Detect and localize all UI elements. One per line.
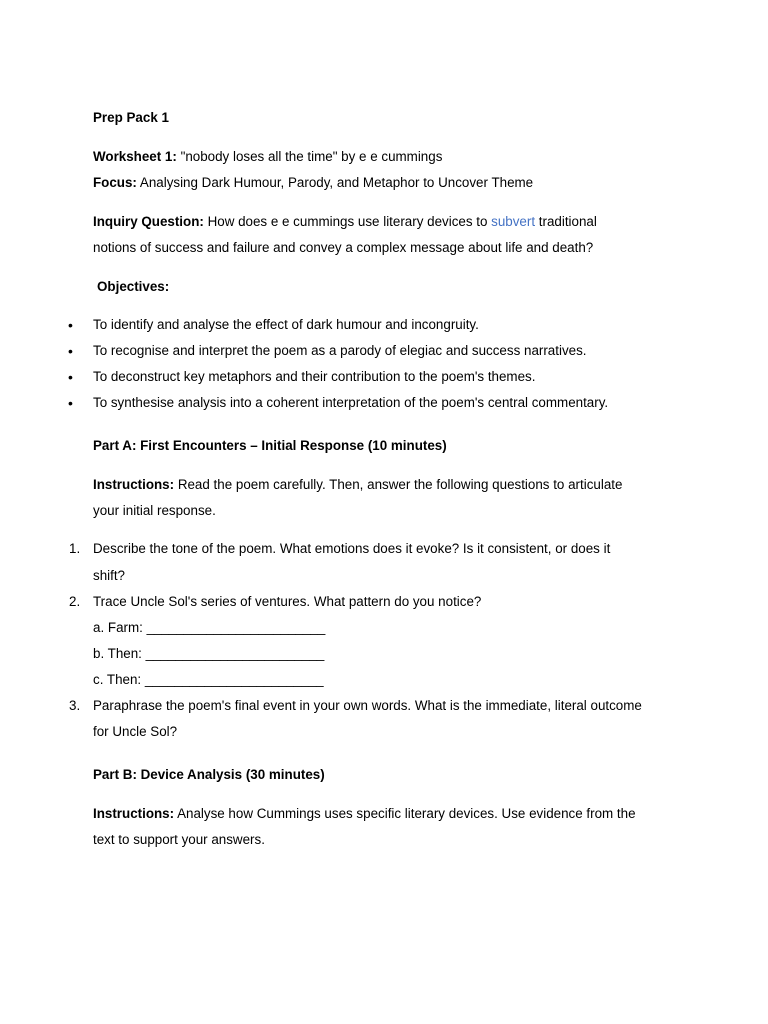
- objective-item: To synthesise analysis into a coherent interpretation of the poem's central commentary.: [93, 395, 609, 410]
- part-b-instructions-line-2: text to support your answers.: [93, 832, 265, 847]
- question-2-sub-c: c. Then: ________________________: [93, 672, 324, 687]
- part-a-instructions-label: Instructions:: [93, 477, 175, 492]
- part-b-instructions-text: Analyse how Cummings uses specific literary devices. Use evidence from the: [174, 806, 636, 821]
- objective-item: To deconstruct key metaphors and their contribution to the poem's themes.: [93, 369, 536, 384]
- focus-label: Focus:: [93, 175, 137, 190]
- inquiry-line-1: [93, 213, 597, 231]
- focus-value: Analysing Dark Humour, Parody, and Metaphor to Uncover Theme: [136, 175, 534, 190]
- question-1-line-1: Describe the tone of the poem. What emotions does it evoke? Is it consistent, or does it: [93, 541, 611, 556]
- bullet-icon: •: [68, 343, 73, 359]
- bullet-icon: •: [68, 369, 73, 385]
- question-number: 2.: [69, 594, 81, 609]
- worksheet-label: Worksheet 1:: [93, 149, 177, 164]
- question-2-sub-b: b. Then: ________________________: [93, 646, 325, 661]
- part-a-instructions-line-1: [93, 476, 622, 494]
- part-b-instructions-line-1: [93, 805, 636, 823]
- objectives-heading: Objectives:: [97, 279, 170, 294]
- question-3-line-2: for Uncle Sol?: [93, 724, 178, 739]
- focus-line: [93, 174, 533, 192]
- part-a-instructions-text: Read the poem carefully. Then, answer the following questions to articulate: [174, 477, 623, 492]
- worksheet-value: "nobody loses all the time" by e e cummings: [176, 149, 443, 164]
- question-number: 3.: [69, 698, 81, 713]
- inquiry-label: Inquiry Question:: [93, 214, 204, 229]
- bullet-icon: •: [68, 395, 73, 411]
- question-3-line-1: Paraphrase the poem's final event in your own words. What is the immediate, literal outcome: [93, 698, 642, 713]
- part-b-heading: Part B: Device Analysis (30 minutes): [93, 767, 325, 782]
- worksheet-line: [93, 148, 442, 166]
- subvert-link[interactable]: subvert: [491, 214, 536, 229]
- objective-item: To recognise and interpret the poem as a parody of elegiac and success narratives.: [93, 343, 587, 358]
- question-2-line-1: Trace Uncle Sol's series of ventures. What pattern do you notice?: [93, 594, 482, 609]
- part-b-instructions-label: Instructions:: [93, 806, 175, 821]
- question-1-line-2: shift?: [93, 568, 126, 583]
- inquiry-text-before: How does e e cummings use literary devices to: [203, 214, 492, 229]
- part-a-instructions-line-2: your initial response.: [93, 503, 216, 518]
- inquiry-line-2: notions of success and failure and convey a complex message about life and death?: [93, 240, 594, 255]
- bullet-icon: •: [68, 317, 73, 333]
- page-title: Prep Pack 1: [93, 110, 169, 125]
- part-a-heading: Part A: First Encounters – Initial Response (10 minutes): [93, 438, 447, 453]
- objective-item: To identify and analyse the effect of dark humour and incongruity.: [93, 317, 479, 332]
- question-2-sub-a: a. Farm: ________________________: [93, 620, 326, 635]
- inquiry-text-after: traditional: [535, 214, 597, 229]
- question-number: 1.: [69, 541, 81, 556]
